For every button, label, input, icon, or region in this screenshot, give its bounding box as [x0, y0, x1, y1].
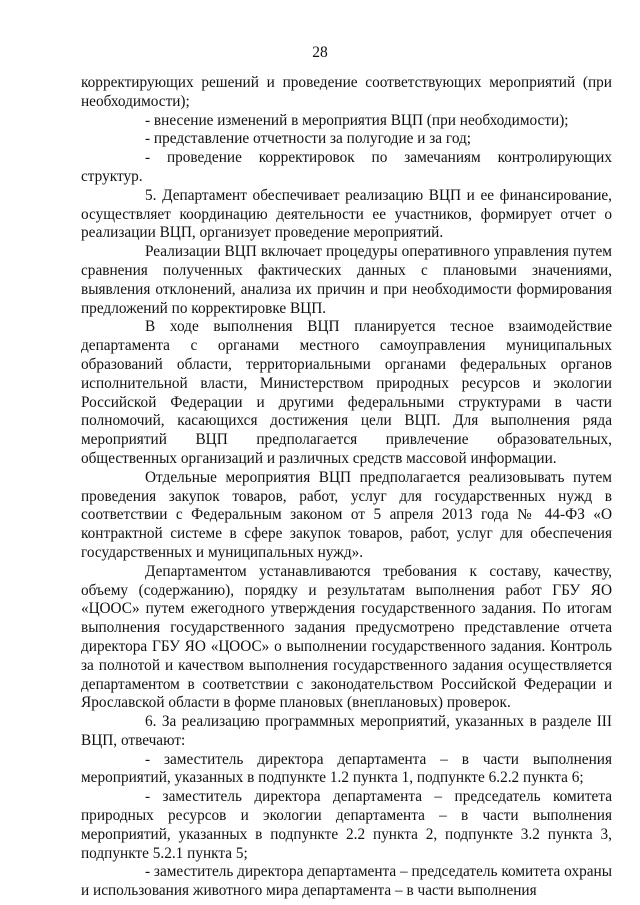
paragraph-continuation: корректирующих решений и проведение соответствующих мероприятий (при необходимости);: [81, 74, 612, 110]
paragraph-item-6: 6. За реализацию программных мероприятий, указанных в разделе III ВЦП, отвечают:: [81, 713, 612, 749]
list-item-deputy-director: - заместитель директора департамента – в части выполнения мероприятий, указанных в подпункте 1.2 пункта 1, подпункте 6.2.2 пункта 6;: [81, 750, 612, 787]
list-item-wildlife: - заместитель директора департамента – председатель комитета охраны и использования животного мира департамента – в части выполнения: [81, 863, 612, 900]
document-body: [81, 74, 612, 901]
paragraph-interaction: В ходе выполнения ВЦП планируется тесное взаимодействие департамента с органами местного самоуправления муниципальных образований области, территориальными органами федеральных органов исполнительной власти, Министерством природных ресурсов и экологии Российской Федерации и другими федеральными структурами в части полномочий, касающихся достижения цели ВЦП. Для выполнения ряда мероприятий ВЦП предполагается привлечение образовательных, общественных организаций и различных средств массовой информации.: [81, 318, 612, 467]
paragraph-state-task: Департаментом устанавливаются требования к составу, качеству, объему (содержанию), порядку и результатам выполнения работ ГБУ ЯО «ЦООС» путем ежегодного утверждения государственного задания. По итогам выполнения государственного задания предусмотрено представление отчета директора ГБУ ЯО «ЦООС» о выполнении государственного задания. Контроль за полнотой и качеством выполнения государственного задания осуществляется департаментом в соответствии с законодательством Российской Федерации и Ярославской области в форме плановых (внеплановых) проверок.: [81, 562, 612, 712]
list-item-natural-resources: - заместитель директора департамента – председатель комитета природных ресурсов и экологии департамента – в части выполнения мероприятий, указанных в подпункте 2.2 пункта 2, подпункте 3.2 пункта 3, подпункте 5.2.1 пункта 5;: [81, 788, 612, 862]
paragraph-procurement: Отдельные мероприятия ВЦП предполагается реализовывать путем проведения закупок товаров, работ, услуг для государственных нужд в соответствии с Федеральным законом от 5 апреля 2013 года № 44-ФЗ «О контрактной системе в сфере закупок товаров, работ, услуг для обеспечения государственных и муниципальных нужд».: [81, 468, 612, 561]
paragraph-implementation: Реализации ВЦП включает процедуры оперативного управления путем сравнения полученных фактических данных с плановыми значениями, выявления отклонений, анализа их причин и при необходимости формирования предложений по корректировке ВЦП.: [81, 243, 612, 317]
list-item-changes: - внесение изменений в мероприятия ВЦП (при необходимости);: [145, 111, 569, 129]
page-number: 28: [312, 44, 328, 61]
list-item-reporting: - представление отчетности за полугодие и за год;: [145, 130, 472, 148]
list-item-corrections: - проведение корректировок по замечаниям контролирующих структур.: [81, 149, 612, 185]
paragraph-item-5: 5. Департамент обеспечивает реализацию ВЦП и ее финансирование, осуществляет координацию деятельности ее участников, формирует отчет о реализации ВЦП, организует проведение мероприятий.: [81, 186, 612, 242]
